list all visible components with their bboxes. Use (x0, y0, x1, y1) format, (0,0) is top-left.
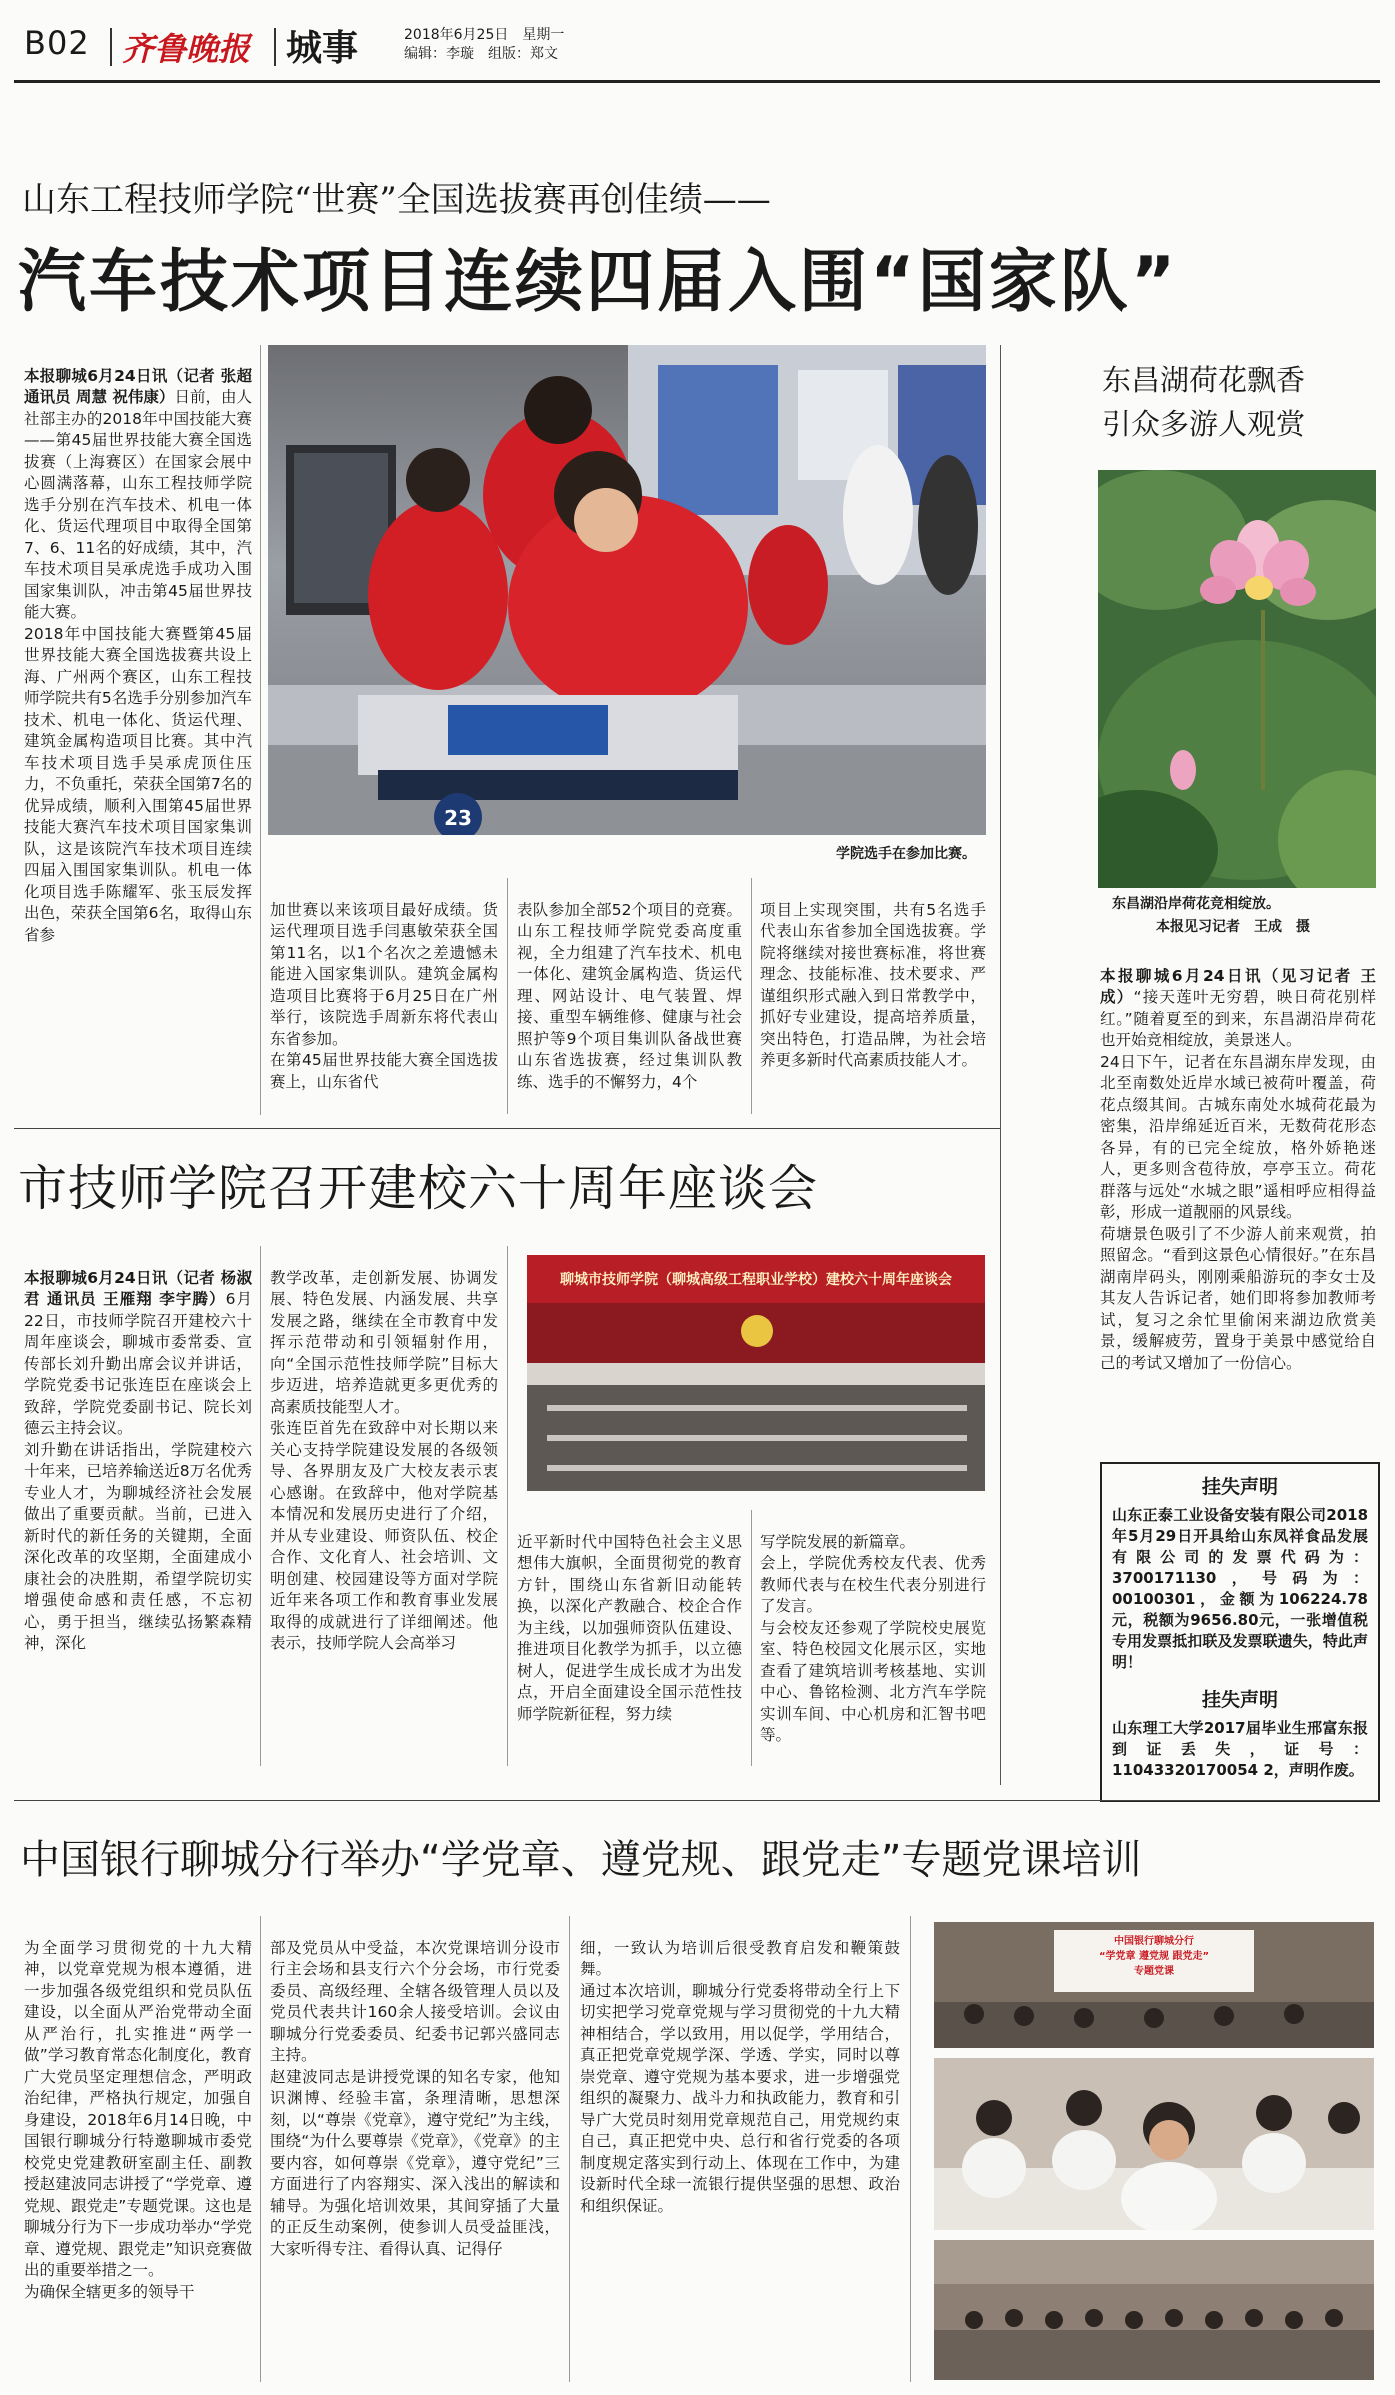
column-divider (751, 1510, 752, 1766)
section-rule (14, 1128, 1000, 1129)
column-divider (507, 1246, 508, 1766)
column-divider (751, 878, 752, 1114)
issue-meta (404, 26, 564, 64)
screen-text-line3: 专题党课 (1134, 1966, 1174, 1977)
notice-title: 挂失声明 (1201, 1476, 1278, 1498)
article1-col1-text: 日前，由人社部主办的2018年中国技能大赛——第45届世界技能大赛全国选拔赛（上海赛区）在国家会展中心圆满落幕，山东工程技师学院选手分别在汽车技术、机电一体化、货运代理项目中取得全国第7、6、11名的好成绩，其中，汽车技术项目吴承虎选手成功入围国家集训队，冲击第45届世界技能大赛。 2018年中国技能大赛暨第45届世界技能大赛全国选拔赛共设上海、广州两个赛区，山东工程技师学院共有5名选手分别参加汽车技术、机电一体化、货运代理、建筑金属构造项目比赛。其中汽车技术项目选手吴承虎顶住压力，不负重托，荣获全国第7名的优异成绩，顺利入围第45届世界技能大赛汽车技术项目国家集训队，这是该院汽车技术项目连续四届入围国家集训队。机电一体化项目选手陈耀军、张玉辰发挥出色，荣获全国第6名，取得山东省参 (24, 388, 252, 944)
article2-col2-text: 教学改革，走创新发展、协调发展、特色发展、内涵发展、共享发展之路，继续在全市教育中发挥示范带动和引领辐射作用，向“全国示范性技师学院”目标大步迈进，培养造就更多更优秀的高素质技能型人才。 张连臣首先在致辞中对长期以来关心支持学院建设发展的各级领导、各界朋友及广大校友表示衷心感谢。在致辞中，他对学院基本情况和发展历史进行了介绍，并从专业建设、师资队伍、校企合作、文化育人、社会培训、文明创建、校园建设等方面对学院近年来各项工作和教育事业发展取得的成就进行了详细阐述。他表示，技师学院人会高举习 (270, 1268, 498, 1652)
newspaper-logo: 齐鲁晚报 (122, 30, 251, 68)
masthead (24, 18, 1374, 74)
article2-photo (527, 1255, 985, 1491)
article3-headline: 中国银行聊城分行举办“学党章、遵党规、跟党走”专题党课培训 (20, 1837, 1142, 1883)
sidebar1-photo-caption: 东昌湖沿岸荷花竞相绽放。 (1112, 896, 1280, 912)
column-divider (507, 878, 508, 1114)
article1-photo (268, 345, 986, 835)
sidebar1-lead: 本报聊城6月24日讯（见习记者 王成） (1100, 966, 1376, 1006)
sidebar1-headline-line2: 引众多游人观赏 (1102, 407, 1306, 441)
article2-column-3 (517, 1510, 742, 1766)
article2-col3-text: 近平新时代中国特色社会主义思想伟大旗帜，全面贯彻党的教育方针，围绕山东省新旧动能转换，以深化产教融合、校企合作为主线，以加强师资队伍建设、推进项目化教学为抓手，以立德树人，促进学生成长成才为出发点，开启全面建设全国示范性技师学院新征程，努力续 (517, 1532, 742, 1723)
notice-body: 山东正泰工业设备安装有限公司2018年5月29日开具给山东凤祥食品发展有限公司的发票代码为：3700171130，号码为：00100301，金额为106224.78元，税额为9656.80元，一张增值税专用发票抵扣联及发票联遗失，特此声明！ (1112, 1506, 1368, 1671)
meeting-banner-text: 聊城市技师学院（聊城高级工程职业学校）建校六十周年座谈会 (560, 1272, 952, 1288)
article3-photo-2 (934, 2058, 1374, 2230)
article1-headline: 汽车技术项目连续四届入围“国家队” (18, 243, 1179, 322)
article1-column-2 (270, 878, 498, 1114)
screen-text-line2: “学党章 遵党规 跟党走” (1098, 1951, 1210, 1962)
sidebar-divider (1000, 345, 1001, 1785)
article3-column-3 (580, 1916, 900, 2382)
article1-photo-caption: 学院选手在参加比赛。 (836, 846, 976, 862)
sidebar1-text: “接天莲叶无穷碧，映日荷花别样红。”随着夏至的到来，东昌湖沿岸荷花也开始竞相绽放，美景迷人。 24日下午，记者在东昌湖东岸发现，由北至南数处近岸水域已被荷叶覆盖，荷花点缀其间。古城东南处水城荷花最为密集，沿岸绵延近百米，无数荷花形态各异，有的已完全绽放，格外娇艳迷人，更多则含苞待放，亭亭玉立。荷花群落与远处“水城之眼”遥相呼应相得益彰，形成一道靓丽的风景线。 荷塘景色吸引了不少游人前来观赏，拍照留念。“看到这景色心情很好。”在东昌湖南岸码头，刚刚乘船游玩的李女士及其友人告诉记者，她们即将参加教师考试，复习之余忙里偷闲来湖边欣赏美景，缓解疲劳，置身于美景中感觉给自己的考试又增加了一份信心。 (1100, 988, 1376, 1372)
editor-line: 编辑：李璇 组版：郑文 (404, 46, 558, 62)
screen-text-line1: 中国银行聊城分行 (1114, 1936, 1194, 1947)
sidebar1-photo (1098, 470, 1376, 888)
article1-column-4 (760, 878, 986, 1114)
article1-col4-text: 项目上实现突围，共有5名选手代表山东省参加全国选拔赛。学院将继续对接世赛标准，将世赛理念、技能标准、技术要求、严谨组织形式融入到日常教学中，抓好专业建设，提高培养质量，突出特色，打造品牌，为社会培养更多新时代高素质技能人才。 (760, 900, 986, 1069)
article2-lead: 本报聊城6月24日讯（记者 杨淑君 通讯员 王雁翔 李宇腾） (24, 1268, 252, 1308)
article3-photo-3 (934, 2240, 1374, 2380)
masthead-rule (14, 80, 1380, 83)
column-divider (569, 1916, 570, 2382)
lost-notice-box (1100, 1462, 1380, 1802)
article1-kicker: 山东工程技师学院“世赛”全国选拔赛再创佳绩—— (22, 180, 771, 220)
article1-col3-text: 表队参加全部52个项目的竞赛。山东工程技师学院党委高度重视，全力组建了汽车技术、机电一体化、建筑金属构造、货运代理、网站设计、电气装置、焊接、重型车辆维修、健康与社会照护等9个项目集训队备战世赛山东省选拔赛，经过集训队教练、选手的不懈努力，4个 (517, 900, 742, 1091)
article1-column-3 (517, 878, 742, 1114)
issue-date: 2018年6月25日 星期一 (404, 27, 565, 43)
article2-col4-text: 写学院发展的新篇章。 会上，学院优秀校友代表、优秀教师代表与在校生代表分别进行了发言。 与会校友还参观了学院校史展览室、特色校园文化展示区，实地查看了建筑培训考核基地、实训中心、鲁铭检测、北方汽车学院实训车间、中心机房和汇智书吧等。 (760, 1532, 986, 1744)
sidebar1-headline-line1: 东昌湖荷花飘香 (1102, 363, 1306, 397)
article3-col1-text: 为全面学习贯彻党的十九大精神，以党章党规为根本遵循，进一步加强各级党组织和党员队伍建设，以全面从严治党带动全面从严治行，扎实推进“两学一做”学习教育常态化制度化，教育广大党员坚定理想信念，严明政治纪律，严格执行规定，加强自身建设，2018年6月14日晚，中国银行聊城分行特邀聊城市委党校党史党建教研室副主任、副教授赵建波同志讲授了“学党章、遵党规、跟党走”专题党课。这也是聊城分行为下一步成功举办“学党章、遵党规、跟党走”知识竞赛做出的重要举措之一。 为确保全辖更多的领导干 (24, 1938, 252, 2301)
article2-column-1 (24, 1246, 252, 1766)
section-title: 城事 (286, 28, 359, 69)
page-code: B02 (24, 24, 90, 62)
article1-column-1 (24, 344, 252, 1114)
article3-col3-text: 细，一致认为培训后很受教育启发和鞭策鼓舞。 通过本次培训，聊城分行党委将带动全行上下切实把学习党章党规与学习贯彻党的十九大精神相结合，学以致用，用以促学，学用结合，真正把党章党规学深、学透、学实，同时以尊崇党章、遵守党规为基本要求，进一步增强党组织的凝聚力、战斗力和执政能力，教育和引导广大党员时刻用党章规范自己，用党规约束自己，真正把党中央、总行和省行党委的各项制度规定落实到行动上、体现在工作中，为建设新时代全球一流银行提供坚强的思想、政治和组织保证。 (580, 1938, 900, 2215)
article2-column-2 (270, 1246, 498, 1766)
article3-column-1 (24, 1916, 252, 2382)
article3-photo-1 (934, 1922, 1374, 2048)
notice-title: 挂失声明 (1201, 1689, 1278, 1711)
masthead-divider (110, 28, 112, 66)
masthead-divider (274, 28, 276, 66)
sidebar1-headline (1102, 358, 1305, 446)
notice-body: 山东理工大学2017届毕业生邢富东报到证丢失，证号：11043320170054 2，声明作废。 (1112, 1719, 1368, 1779)
sidebar1-body (1100, 944, 1376, 1448)
sidebar1-photo-credit: 本报见习记者 王成 摄 (1156, 919, 1310, 935)
article3-column-2 (270, 1916, 560, 2382)
column-divider (260, 1246, 261, 1766)
column-divider (260, 345, 261, 1115)
column-divider (260, 1916, 261, 2382)
article1-lead: 本报聊城6月24日讯（记者 张超 通讯员 周慧 祝伟康） (24, 366, 252, 406)
article2-headline: 市技师学院召开建校六十周年座谈会 (18, 1160, 819, 1217)
article2-column-4 (760, 1510, 986, 1766)
article1-col2-text: 加世赛以来该项目最好成绩。货运代理项目选手闫惠敏荣获全国第11名，以1个名次之差遗憾未能进入国家集训队。建筑金属构造项目比赛将于6月25日在广州举行，该院选手周新东将代表山东省参加。 在第45届世界技能大赛全国选拔赛上，山东省代 (270, 900, 498, 1091)
article3-col2-text: 部及党员从中受益，本次党课培训分设市行主会场和县支行六个分会场，市行党委委员、高级经理、全辖各级管理人员以及党员代表共计160余人接受培训。会议由聊城分行党委委员、纪委书记郭兴盛同志主持。 赵建波同志是讲授党课的知名专家，他知识渊博、经验丰富，条理清晰，思想深刻，以“尊崇《党章》，遵守党纪”为主线，围绕“为什么要尊崇《党章》，《党章》的主要内容，如何尊崇《党章》，遵守党纪”三方面进行了内容翔实、深入浅出的解读和辅导。为强化培训效果，其间穿插了大量的正反生动案例，使参训人员受益匪浅，大家听得专注、看得认真、记得仔 (270, 1938, 560, 2258)
jersey-number: 23 (444, 806, 472, 830)
article2-col1-text: 6月22日，市技师学院召开建校六十周年座谈会，聊城市委常委、宣传部长刘升勤出席会议并讲话，学院党委书记张连臣在座谈会上致辞，学院党委副书记、院长刘德云主持会议。 刘升勤在讲话指出，学院建校六十年来，已培养输送近8万名优秀专业人才，为聊城经济社会发展做出了重要贡献。当前，已进入新时代的新任务的关键期，全面深化改革的攻坚期，全面建成小康社会的决胜期，希望学院切实增强使命感和责任感，不忘初心，勇于担当，继续弘扬繁森精神，深化 (24, 1290, 252, 1652)
section-rule (14, 1800, 1380, 1801)
column-divider (910, 1916, 911, 2382)
screen-text (1054, 1934, 1254, 1979)
